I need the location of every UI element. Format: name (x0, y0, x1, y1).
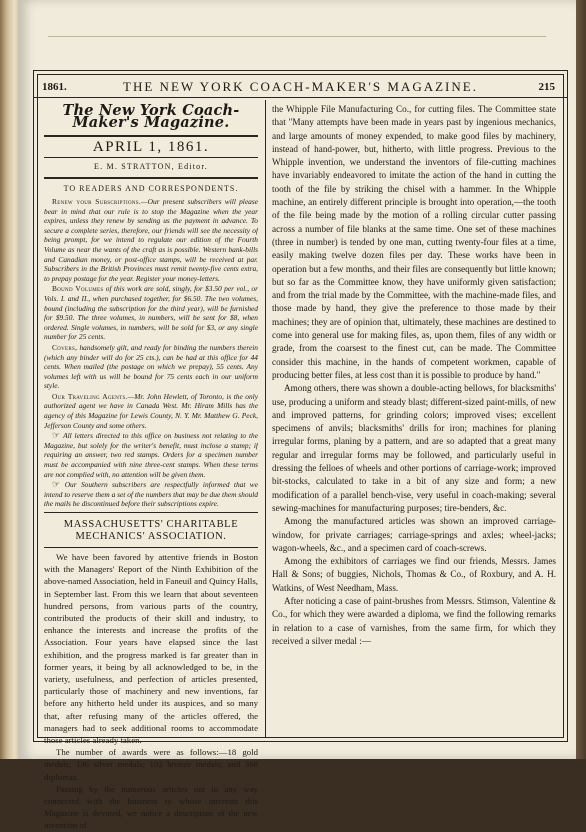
facing-page-edge (0, 0, 18, 759)
article-paragraph: the Whipple File Manufacturing Co., for cutting files. The Committee state that "Many attempts have been made in years past by ingenious mechanics, and large amounts of money expended, to make good files by machinery, instead of hand-power, but, hitherto, with little progress. Previous to the Whipple invention, we understand the inventors of file-cutting machines have invariably endeavored to imitate the action of the hand in cutting the tooth of the file by striking the chisel with a hammer. In the Whipple machine, an entirely different principle is brought into operation,—the tooth of the file being made by the motion of a rolling circular cutter passing across a number of file blanks at the same time. One set of these machines (three in number) is tended by one man, cutting twenty-four files at a time, easily making twelve dozen files per day. These works have been in operation but a few months, and their files are consequently but little known; but so far as the Committee know, they have uniformly given satisfaction; and from the trial made by the Committee, with the machine-made files, and those made by hand, they give the preference to those made by their machines; they are of opinion that, ultimately, these machines are destined to come into general use for making files, as, upon them, files of any width or grade, from the coarsest to the finest cut, can be made. The Committee consider this machine, in the hands of competent workmen, capable of producing better files, at less cost than it is possible to produce by hand." (272, 104, 556, 380)
notices-heading: TO READERS AND CORRESPONDENTS. (63, 183, 239, 193)
header-title: THE NEW YORK COACH-MAKER'S MAGAZINE. (123, 79, 478, 94)
notice-item (44, 431, 258, 479)
article-heading: MASSACHUSETTS' CHARITABLE MECHANICS' ASSOCIATION. (63, 519, 239, 543)
article-paragraph: Among the exhibitors of carriages we find our friends, Messrs. James Hall & Sons; of buggies, Nichols, Thomas & Co., of Roxbury, and A. H. Watkins, of West Needham, Mass. (272, 556, 556, 593)
notice-lead: Our Traveling Agents. (52, 391, 128, 401)
article-paragraph: After noticing a case of paint-brushes from Messrs. Stimson, Valentine & Co., for which they were awarded a diploma, we find the following remarks in relation to a case of varnishes, from the same firm, for which they received a silver medal :— (272, 595, 556, 646)
page-frame (33, 70, 568, 831)
page-top-rule (48, 36, 546, 45)
date-rule (44, 157, 258, 158)
notice-lead: Bound Volumes (52, 284, 104, 294)
header-year: 1861. (42, 81, 67, 93)
column-divider (265, 100, 266, 737)
magazine-page (18, 0, 576, 831)
notice-text: Our Southern subscribers are respectfully informed that we intend to reserve them a set of the numbers that may be due them should the mails be discontinued before their subscriptions expire. (44, 480, 258, 509)
notice-item (44, 197, 258, 283)
issue-date: APRIL 1, 1861. (92, 139, 210, 156)
editor-line: E. M. STRATTON, Editor. (94, 161, 208, 171)
notice-text: —Mr. John Hewlett, of Toronto, is the only authorized agent we have in Canada West. Mr. Hiram Mills has the agency of this Magazine for Lewis County, N. Y. Mr. Matthew G. Peck, Jefferson County and some others. (44, 391, 258, 430)
notice-lead: Renew your Subscriptions. (52, 197, 142, 207)
article-rule (44, 512, 258, 513)
article-paragraph: Passing by the numerous articles not in any way connected with the business to whose interests this Magazine is devoted, we notice a description of the new invention of (44, 783, 258, 831)
masthead-title: The New York Coach-Maker's Magazine. (62, 103, 240, 132)
article-heading-rule (44, 547, 258, 548)
article-paragraph: Among others, there was shown a double-acting bellows, for blacksmiths' use, producing a uniform and steady blast; different-sized paint-mills, of new and improved patterns, for grinding colors; improved vises; excellent specimens of anvils; blacksmiths' drills for iron; machines for planing irregular forms, planing by a pattern, and are so adapted that a great many regular and irregular forms may be followed, and particularly useful in dressing the felloes of wheels and other portions of carriage-work; improved bit-stocks, calculated to take in a bit of any size and form; a new modification of a parallel bench-vise, very useful in coach-making; several sewing-machines for manufacturing purposes; tire-benders, &c. (272, 383, 556, 513)
left-column (44, 103, 258, 832)
notice-lead: Covers, (52, 342, 78, 352)
book-spine-edge (576, 0, 586, 759)
right-column (272, 103, 556, 648)
article-paragraph: Among the manufactured articles was shown an improved carriage-window, for private carriages; carriage-springs and axles; wheel-jacks; wagon-wheels, &c., and a specimen card of coach-screws. (272, 516, 556, 553)
notice-text: of this work are sold, singly, for $3.50 per vol., or Vols. I. and II., when purchased together, for $6.50. The two volumes, bound (including the subscription for the third year), will be furnished for $9.50. The three volumes, in numbers, will be sent for $8, when ordered. Single volumes, in numbers, will be sold for $3, or any single number for 25 cents. (44, 284, 258, 342)
header-rule (34, 97, 567, 98)
page-number: 215 (538, 81, 555, 93)
notice-item (44, 480, 258, 509)
masthead-rule (44, 135, 258, 137)
notice-item (44, 392, 258, 430)
notice-item (44, 284, 258, 342)
pointing-hand-icon: ☞ (52, 430, 61, 441)
article-paragraph: We have been favored by attentive friends in Boston with the Managers' Report of the Ninth Exhibition of the above-named Association, held in Faneuil and Quincy Halls, in September last. From this we learn that about seventeen hundred persons, from various parts of the country, contributed the products of their skill and industry, to enhance the interests and increase the profits of the Association. Four years have elapsed since the last exhibition, and the progress marked is far greater than in former years, it being by all acknowledged to be, in the variety, usefulness, and perfection of articles presented, particularly those of machinery and new inventions, far before any hitherto held under its auspices, and so many that, after refusing many of the articles offered, the managers had to seek additional rooms to accommodate those articles already taken. (44, 552, 258, 746)
running-header (34, 77, 567, 99)
notice-item (44, 343, 258, 391)
notice-text: handsomely gilt, and ready for binding the numbers therein (which any binder will do for 25 cts.), can be had at this office for 44 cents. When mailed (the postage on which we prepay), 55 cents. Any volumes left with us will be bound for 75 cents each in our uniform style. (44, 342, 258, 391)
article-paragraph: The number of awards were as follows:—18 gold medals; 136 silver medals; 192 bronze medals; and 368 diplomas. (44, 747, 258, 782)
editor-rule (44, 177, 258, 179)
notices-list (44, 197, 258, 509)
notice-text: —Our present subscribers will please bear in mind that our rule is to stop the Magazine when the year expires, unless they renew by sending us the payment in advance. To secure a complete series, therefore, our friends will see the necessity of being prompt, for we intend to regulate our edition of the Fourth Volume as near the wants of the craft as is possible. Western bank-bills and Canadian money, or post-office stamps, will be received at par. Subscribers in the British Provinces must remit twenty-five cents extra, to prepay postage for the year. Register your money-letters. (44, 197, 258, 283)
notice-text: All letters directed to this office on business not relating to the Magazine, but solely for the writer's benefit, must inclose a stamp; if requiring an answer, two red stamps. Orders for a specimen number must be accompanied with nine three-cent stamps. When these terms are not complied with, no attention will be given them. (44, 431, 258, 479)
pointing-hand-icon: ☞ (52, 479, 61, 490)
